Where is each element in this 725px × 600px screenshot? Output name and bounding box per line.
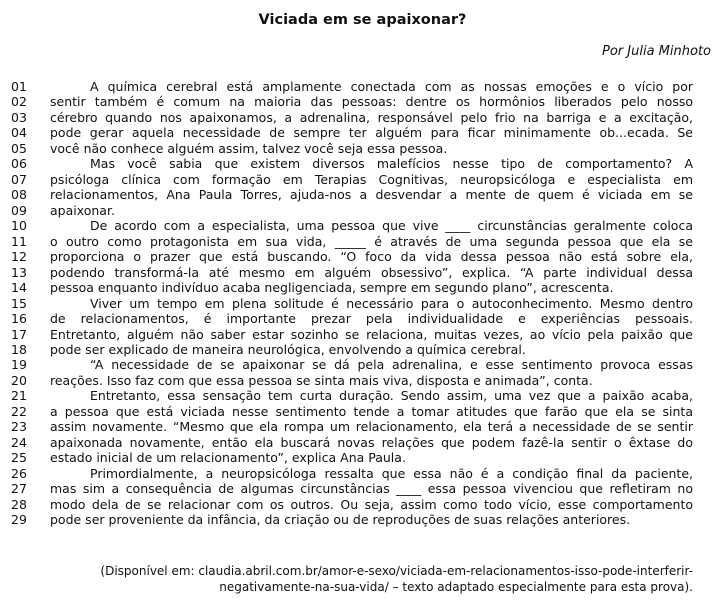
line-number: 19: [11, 357, 27, 373]
text-line: [0, 280, 725, 295]
line-text: relacionamentos, Ana Paula Torres, ajuda-nos a desvendar a mente de quem é viciada em se: [50, 187, 693, 203]
line-text: pessoa enquanto indivíduo acaba negligenciada, sempre em segundo plano”, acrescenta.: [50, 280, 614, 296]
text-line: [0, 218, 725, 233]
text-line: [0, 357, 725, 372]
text-line: [0, 249, 725, 264]
line-text: você não conhece alguém assim, talvez você seja essa pessoa.: [50, 140, 448, 156]
article-body: [0, 79, 725, 528]
text-line: [0, 342, 725, 357]
line-number: 12: [11, 249, 27, 265]
text-line: [0, 404, 725, 419]
text-line: [0, 296, 725, 311]
line-text: estado inicial de um relacionamento”, explica Ana Paula.: [50, 450, 406, 466]
line-number: 22: [11, 403, 27, 419]
text-line: [0, 79, 725, 94]
line-number: 13: [11, 264, 27, 280]
line-text: Entretanto, alguém não saber estar sozinho se relaciona, muitas vezes, ao vício pela paixão que: [50, 326, 693, 342]
line-text: pode ser explicado de maneira neurológica, envolvendo a química cerebral.: [50, 341, 526, 357]
text-line: [0, 311, 725, 326]
line-number: 15: [11, 295, 27, 311]
text-line: [0, 497, 725, 512]
line-number: 27: [11, 481, 27, 497]
source-line-1: (Disponível em: claudia.abril.com.br/amor-e-sexo/viciada-em-relacionamentos-isso-pode-interferir-: [100, 564, 693, 578]
line-text: Entretanto, essa sensação tem curta duração. Sendo assim, uma vez que a paixão acaba,: [90, 388, 693, 404]
line-number: 06: [11, 156, 27, 172]
text-line: [0, 512, 725, 527]
line-text: podendo transformá-la até mesmo em alguém obsessivo”, explica. “A parte individual dessa: [50, 264, 693, 280]
line-text: Primordialmente, a neuropsicóloga ressalta que essa não é a condição final da paciente,: [90, 465, 693, 481]
line-number: 16: [11, 311, 27, 327]
line-text: de relacionamentos, é importante prezar pela individualidade e experiências pessoais.: [50, 311, 693, 327]
line-text: A química cerebral está amplamente conectada com as nossas emoções e o vício por: [90, 79, 693, 94]
line-number: 21: [11, 388, 27, 404]
line-number: 29: [11, 512, 27, 528]
text-line: [0, 419, 725, 434]
line-number: 20: [11, 372, 27, 388]
line-text: “A necessidade de se apaixonar se dá pela adrenalina, e esse sentimento provoca essas: [90, 357, 693, 373]
line-number: 28: [11, 496, 27, 512]
line-text: mas sim a consequência de algumas circunstâncias ____ essa pessoa vivenciou que refletiram no: [50, 481, 693, 497]
line-text: cérebro quando nos apaixonamos, a adrenalina, responsável pelo frio na barriga e a excitação,: [50, 109, 693, 125]
line-number: 03: [11, 109, 27, 125]
source-citation: [0, 563, 693, 595]
article-author: Por Julia Minhoto: [602, 44, 711, 59]
line-number: 02: [11, 94, 27, 110]
line-text: De acordo com a especialista, uma pessoa que vive ____ circunstâncias geralmente coloca: [90, 218, 693, 234]
line-number: 11: [11, 233, 27, 249]
line-number: 17: [11, 326, 27, 342]
line-text: Mas você sabia que existem diversos malefícios nesse tipo de comportamento? A: [90, 156, 693, 172]
article-title: Viciada em se apaixonar?: [258, 12, 467, 28]
line-text: o outro como protagonista em sua vida, _____ é através de uma segunda pessoa que ela se: [50, 233, 693, 249]
line-number: 23: [11, 419, 27, 435]
line-number: 09: [11, 202, 27, 218]
line-text: a pessoa que está viciada nesse sentimento tende a tomar atitudes que farão que ela se sinta: [50, 403, 693, 419]
text-line: [0, 110, 725, 125]
text-line: [0, 388, 725, 403]
line-number: 24: [11, 434, 27, 450]
line-number: 25: [11, 450, 27, 466]
line-text: pode ser proveniente da infância, da criação ou de reproduções de suas relações anteriores.: [50, 512, 631, 528]
text-line: [0, 481, 725, 496]
text-line: [0, 141, 725, 156]
text-line: [0, 435, 725, 450]
line-number: 01: [11, 79, 27, 94]
text-line: [0, 125, 725, 140]
line-text: assim novamente. “Mesmo que ela rompa um relacionamento, ela terá a necessidade de se sentir: [50, 419, 693, 435]
text-line: [0, 373, 725, 388]
text-line: [0, 203, 725, 218]
line-number: 08: [11, 187, 27, 203]
line-text: proporciona o prazer que está buscando. “O foco da vida dessa pessoa não está sobre ela,: [50, 249, 693, 265]
text-line: [0, 234, 725, 249]
text-line: [0, 265, 725, 280]
text-line: [0, 94, 725, 109]
line-number: 10: [11, 218, 27, 234]
text-line: [0, 450, 725, 465]
line-text: Viver um tempo em plena solitude é necessário para o autoconhecimento. Mesmo dentro: [90, 295, 693, 311]
line-text: modo dela de se relacionar com os outros. Ou seja, assim como todo vício, esse comportamento: [50, 496, 693, 512]
line-text: apaixonada novamente, então ela buscará novas relações que podem fazê-la sentir o êxtase do: [50, 434, 693, 450]
text-line: [0, 156, 725, 171]
line-text: pode gerar aquela necessidade de sempre ter alguém para ficar minimamente ob...ecada. Se: [50, 125, 693, 141]
text-line: [0, 466, 725, 481]
text-line: [0, 327, 725, 342]
line-number: 14: [11, 280, 27, 296]
source-line-2: negativamente-na-sua-vida/ – texto adaptado especialmente para esta prova).: [219, 580, 693, 594]
text-line: [0, 172, 725, 187]
line-number: 18: [11, 341, 27, 357]
line-text: psicóloga clínica com formação em Terapias Cognitivas, neuropsicóloga e especialista em: [50, 171, 693, 187]
line-number: 26: [11, 465, 27, 481]
line-text: reações. Isso faz com que essa pessoa se sinta mais viva, disposta e animada”, conta.: [50, 372, 593, 388]
line-number: 05: [11, 140, 27, 156]
line-text: apaixonar.: [50, 202, 115, 218]
text-line: [0, 187, 725, 202]
line-text: sentir também é comum na maioria das pessoas: dentre os hormônios liberados pelo nosso: [50, 94, 693, 110]
line-number: 04: [11, 125, 27, 141]
line-number: 07: [11, 171, 27, 187]
